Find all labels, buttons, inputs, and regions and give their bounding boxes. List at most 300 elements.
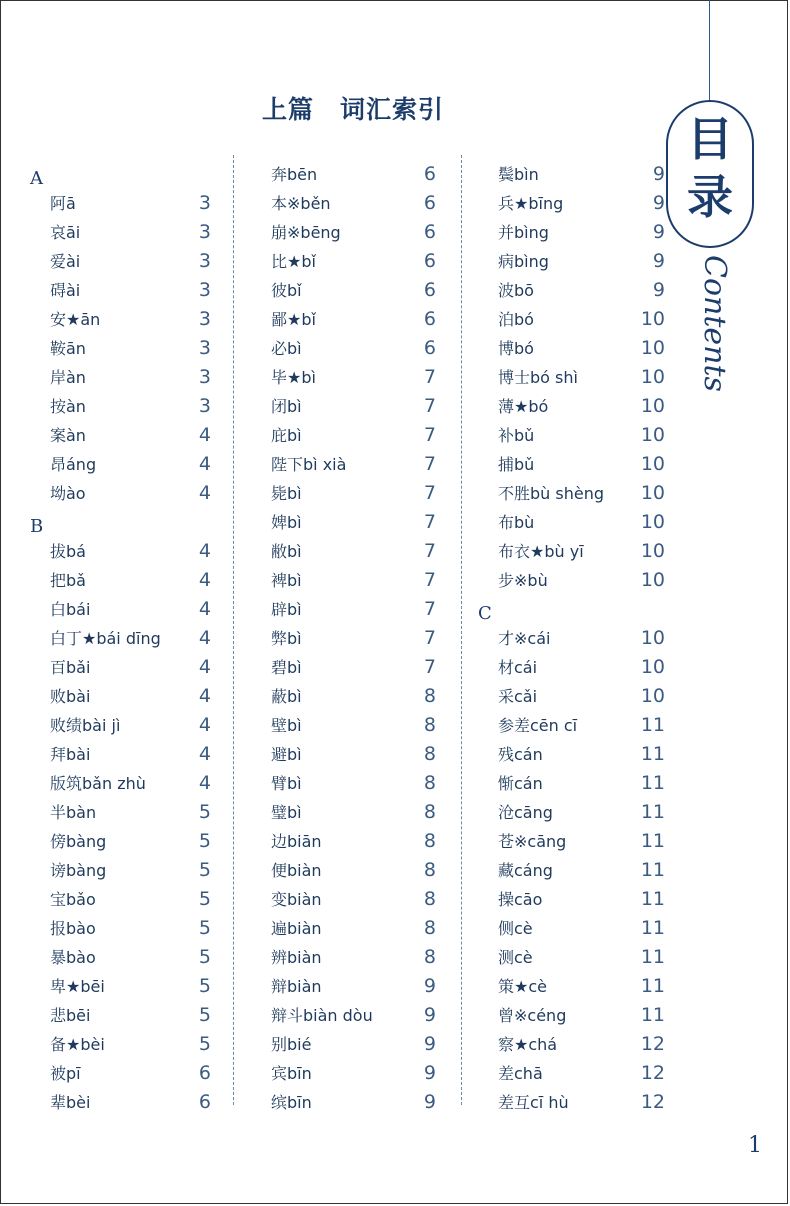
entry-word: 博bó xyxy=(498,339,534,358)
entry-word: 不胜bù shèng xyxy=(498,484,605,503)
entry-word: 暴bào xyxy=(50,948,96,967)
index-entry xyxy=(251,1059,436,1088)
entry-page-number: 10 xyxy=(640,453,665,475)
entry-page-number: 9 xyxy=(423,1062,436,1084)
index-entry xyxy=(478,682,665,711)
index-entry xyxy=(30,711,211,740)
entry-word: 拔bá xyxy=(50,542,86,561)
entry-word: 辩biàn xyxy=(271,977,322,996)
entry-page-number: 7 xyxy=(423,395,436,417)
entry-page-number: 9 xyxy=(652,279,665,301)
entry-word: 必bì xyxy=(271,339,302,358)
index-entry xyxy=(251,856,436,885)
entry-page-number: 10 xyxy=(640,337,665,359)
entry-word: 苍※cāng xyxy=(498,832,567,851)
index-entry xyxy=(251,479,436,508)
entry-page-number: 6 xyxy=(423,337,436,359)
entry-page-number: 7 xyxy=(423,511,436,533)
entry-page-number: 9 xyxy=(423,1033,436,1055)
index-entry xyxy=(251,276,436,305)
index-entry xyxy=(251,189,436,218)
entry-page-number: 8 xyxy=(423,888,436,910)
column-divider xyxy=(233,155,234,1105)
entry-word: 沧cāng xyxy=(498,803,553,822)
entry-page-number: 8 xyxy=(423,685,436,707)
entry-word: 曾※céng xyxy=(498,1006,567,1025)
entry-word: 遍biàn xyxy=(271,919,322,938)
entry-word: 布bù xyxy=(498,513,535,532)
entry-word: 奔bēn xyxy=(271,165,318,184)
index-entry xyxy=(251,682,436,711)
entry-word: 薄★bó xyxy=(498,397,549,416)
index-entry xyxy=(478,653,665,682)
entry-page-number: 7 xyxy=(423,627,436,649)
entry-page-number: 12 xyxy=(640,1091,665,1113)
entry-page-number: 7 xyxy=(423,540,436,562)
index-entry xyxy=(478,218,665,247)
entry-page-number: 11 xyxy=(640,888,665,910)
index-entry xyxy=(251,769,436,798)
index-entry xyxy=(30,247,211,276)
index-entry xyxy=(251,421,436,450)
index-entry xyxy=(30,1059,211,1088)
index-entry xyxy=(30,595,211,624)
index-column-3 xyxy=(478,160,665,1117)
entry-page-number: 11 xyxy=(640,801,665,823)
entry-page-number: 11 xyxy=(640,830,665,852)
entry-word: 卑★bēi xyxy=(50,977,105,996)
entry-word: 别bié xyxy=(271,1035,312,1054)
index-entry xyxy=(251,1030,436,1059)
index-entry xyxy=(478,537,665,566)
entry-word: 才※cái xyxy=(498,629,551,648)
entry-word: 波bō xyxy=(498,281,534,300)
entry-word: 采cǎi xyxy=(498,687,538,706)
entry-page-number: 9 xyxy=(423,1091,436,1113)
entry-page-number: 3 xyxy=(198,337,211,359)
entry-page-number: 7 xyxy=(423,656,436,678)
entry-word: 碍ài xyxy=(50,281,81,300)
entry-page-number: 6 xyxy=(423,250,436,272)
index-entry xyxy=(478,1030,665,1059)
entry-word: 婢bì xyxy=(271,513,302,532)
entry-page-number: 5 xyxy=(198,1004,211,1026)
entry-word: 半bàn xyxy=(50,803,97,822)
entry-page-number: 7 xyxy=(423,366,436,388)
entry-word: 便biàn xyxy=(271,861,322,880)
entry-word: 残cán xyxy=(498,745,543,764)
entry-page-number: 8 xyxy=(423,801,436,823)
index-entry xyxy=(251,624,436,653)
entry-word: 避bì xyxy=(271,745,302,764)
entry-page-number: 5 xyxy=(198,1033,211,1055)
entry-word: 把bǎ xyxy=(50,571,86,590)
entry-word: 宾bīn xyxy=(271,1064,312,1083)
index-entry xyxy=(478,450,665,479)
entry-word: 藏cáng xyxy=(498,861,553,880)
entry-page-number: 4 xyxy=(198,743,211,765)
index-entry xyxy=(30,914,211,943)
entry-page-number: 6 xyxy=(423,308,436,330)
index-entry xyxy=(30,218,211,247)
index-entry xyxy=(251,972,436,1001)
entry-page-number: 7 xyxy=(423,482,436,504)
entry-word: 白bái xyxy=(50,600,91,619)
entry-word: 陛下bì xià xyxy=(271,455,347,474)
entry-word: 辨biàn xyxy=(271,948,322,967)
index-entry xyxy=(478,247,665,276)
index-entry xyxy=(478,856,665,885)
entry-page-number: 10 xyxy=(640,482,665,504)
entry-word: 坳ào xyxy=(50,484,86,503)
index-entry xyxy=(478,914,665,943)
index-entry xyxy=(251,711,436,740)
entry-word: 崩※bēng xyxy=(271,223,341,242)
index-column-2 xyxy=(251,160,436,1117)
entry-word: 测cè xyxy=(498,948,533,967)
index-entry xyxy=(30,1030,211,1059)
index-entry xyxy=(251,392,436,421)
entry-page-number: 4 xyxy=(198,540,211,562)
entry-word: 并bìng xyxy=(498,223,549,242)
entry-page-number: 11 xyxy=(640,859,665,881)
entry-word: 差互cī hù xyxy=(498,1093,569,1112)
entry-page-number: 5 xyxy=(198,801,211,823)
entry-page-number: 6 xyxy=(423,192,436,214)
entry-word: 版筑bǎn zhù xyxy=(50,774,146,793)
index-entry xyxy=(251,218,436,247)
index-entry xyxy=(30,566,211,595)
entry-word: 岸àn xyxy=(50,368,86,387)
index-entry xyxy=(30,1088,211,1117)
entry-word: 边biān xyxy=(271,832,322,851)
index-entry xyxy=(251,305,436,334)
entry-page-number: 10 xyxy=(640,627,665,649)
entry-word: 败绩bài jì xyxy=(50,716,121,735)
entry-page-number: 8 xyxy=(423,917,436,939)
index-entry xyxy=(478,189,665,218)
entry-page-number: 7 xyxy=(423,453,436,475)
index-entry xyxy=(251,508,436,537)
index-entry xyxy=(478,798,665,827)
entry-page-number: 7 xyxy=(423,424,436,446)
index-entry xyxy=(478,566,665,595)
index-entry xyxy=(30,450,211,479)
entry-word: 步※bù xyxy=(498,571,548,590)
entry-word: 璧bì xyxy=(271,803,302,822)
index-entry xyxy=(478,479,665,508)
entry-page-number: 11 xyxy=(640,975,665,997)
entry-page-number: 9 xyxy=(423,1004,436,1026)
entry-word: 拜bài xyxy=(50,745,91,764)
entry-word: 辈bèi xyxy=(50,1093,91,1112)
entry-page-number: 10 xyxy=(640,569,665,591)
index-entry xyxy=(251,943,436,972)
entry-page-number: 4 xyxy=(198,656,211,678)
entry-word: 辟bì xyxy=(271,600,302,619)
entry-word: 报bào xyxy=(50,919,96,938)
entry-page-number: 8 xyxy=(423,830,436,852)
index-entry xyxy=(30,479,211,508)
entry-page-number: 11 xyxy=(640,743,665,765)
entry-word: 案àn xyxy=(50,426,86,445)
entry-page-number: 8 xyxy=(423,946,436,968)
entry-page-number: 5 xyxy=(198,975,211,997)
column-divider xyxy=(461,155,462,1105)
entry-page-number: 7 xyxy=(423,569,436,591)
entry-page-number: 6 xyxy=(198,1062,211,1084)
entry-page-number: 9 xyxy=(652,250,665,272)
index-entry xyxy=(30,537,211,566)
entry-word: 被pī xyxy=(50,1064,81,1083)
entry-page-number: 11 xyxy=(640,946,665,968)
index-entry xyxy=(478,334,665,363)
contents-heading-english: Contents xyxy=(697,255,732,392)
entry-page-number: 6 xyxy=(423,221,436,243)
entry-word: 弊bì xyxy=(271,629,302,648)
entry-page-number: 9 xyxy=(652,221,665,243)
entry-page-number: 10 xyxy=(640,685,665,707)
entry-page-number: 4 xyxy=(198,482,211,504)
entry-page-number: 9 xyxy=(423,975,436,997)
entry-page-number: 6 xyxy=(423,279,436,301)
entry-page-number: 5 xyxy=(198,859,211,881)
entry-word: 侧cè xyxy=(498,919,533,938)
index-entry xyxy=(251,1001,436,1030)
index-entry xyxy=(478,740,665,769)
entry-word: 参差cēn cī xyxy=(498,716,578,735)
entry-word: 闭bì xyxy=(271,397,302,416)
index-entry xyxy=(251,566,436,595)
page-number: 1 xyxy=(748,1133,762,1158)
entry-word: 谤bàng xyxy=(50,861,107,880)
index-entry xyxy=(478,363,665,392)
index-entry xyxy=(30,798,211,827)
entry-page-number: 3 xyxy=(198,308,211,330)
entry-word: 鬓bìn xyxy=(498,165,539,184)
entry-page-number: 5 xyxy=(198,917,211,939)
entry-page-number: 8 xyxy=(423,859,436,881)
index-entry xyxy=(251,334,436,363)
entry-word: 宝bǎo xyxy=(50,890,96,909)
entry-word: 百bǎi xyxy=(50,658,91,677)
entry-page-number: 10 xyxy=(640,366,665,388)
entry-word: 壁bì xyxy=(271,716,302,735)
index-entry xyxy=(478,1001,665,1030)
index-entry xyxy=(30,769,211,798)
entry-word: 庇bì xyxy=(271,426,302,445)
index-entry xyxy=(30,276,211,305)
decorative-line xyxy=(709,0,710,110)
entry-page-number: 7 xyxy=(423,598,436,620)
entry-word: 捕bǔ xyxy=(498,455,535,474)
entry-page-number: 5 xyxy=(198,946,211,968)
entry-page-number: 6 xyxy=(423,163,436,185)
index-entry xyxy=(478,624,665,653)
index-entry xyxy=(30,885,211,914)
entry-page-number: 8 xyxy=(423,743,436,765)
index-entry xyxy=(478,276,665,305)
entry-page-number: 10 xyxy=(640,308,665,330)
entry-word: 毙bì xyxy=(271,484,302,503)
index-entry xyxy=(251,653,436,682)
section-letter: B xyxy=(30,516,44,537)
entry-word: 阿ā xyxy=(50,194,76,213)
entry-page-number: 10 xyxy=(640,395,665,417)
index-entry xyxy=(478,943,665,972)
entry-word: 傍bàng xyxy=(50,832,107,851)
index-entry xyxy=(251,798,436,827)
entry-page-number: 8 xyxy=(423,772,436,794)
entry-word: 差chā xyxy=(498,1064,543,1083)
entry-word: 毕★bì xyxy=(271,368,316,387)
entry-word: 臂bì xyxy=(271,774,302,793)
index-entry xyxy=(251,740,436,769)
entry-word: 蔽bì xyxy=(271,687,302,706)
entry-page-number: 5 xyxy=(198,888,211,910)
entry-word: 安★ān xyxy=(50,310,101,329)
entry-page-number: 10 xyxy=(640,424,665,446)
entry-page-number: 3 xyxy=(198,221,211,243)
entry-page-number: 10 xyxy=(640,656,665,678)
entry-page-number: 6 xyxy=(198,1091,211,1113)
index-entry xyxy=(30,305,211,334)
entry-word: 败bài xyxy=(50,687,91,706)
index-entry xyxy=(30,334,211,363)
index-entry xyxy=(478,160,665,189)
entry-word: 材cái xyxy=(498,658,538,677)
index-entry xyxy=(30,189,211,218)
entry-page-number: 11 xyxy=(640,917,665,939)
entry-page-number: 4 xyxy=(198,772,211,794)
index-entry xyxy=(251,914,436,943)
entry-word: 哀āi xyxy=(50,223,81,242)
entry-page-number: 4 xyxy=(198,453,211,475)
entry-page-number: 8 xyxy=(423,714,436,736)
entry-page-number: 4 xyxy=(198,569,211,591)
index-entry xyxy=(30,972,211,1001)
entry-page-number: 10 xyxy=(640,540,665,562)
index-entry xyxy=(30,363,211,392)
entry-word: 兵★bīng xyxy=(498,194,564,213)
index-entry xyxy=(251,247,436,276)
index-entry xyxy=(30,682,211,711)
index-entry xyxy=(30,827,211,856)
index-entry xyxy=(251,160,436,189)
index-entry xyxy=(478,1088,665,1117)
entry-word: 泊bó xyxy=(498,310,534,329)
entry-page-number: 4 xyxy=(198,424,211,446)
page-title: 上篇 词汇索引 xyxy=(262,95,445,124)
entry-word: 本※běn xyxy=(271,194,331,213)
index-entry xyxy=(30,624,211,653)
entry-word: 变biàn xyxy=(271,890,322,909)
index-entry xyxy=(251,450,436,479)
entry-word: 察★chá xyxy=(498,1035,558,1054)
entry-word: 布衣★bù yī xyxy=(498,542,584,561)
entry-word: 敝bì xyxy=(271,542,302,561)
entry-page-number: 3 xyxy=(198,250,211,272)
index-entry xyxy=(30,1001,211,1030)
entry-word: 裨bì xyxy=(271,571,302,590)
entry-word: 辩斗biàn dòu xyxy=(271,1006,373,1025)
entry-page-number: 3 xyxy=(198,366,211,388)
contents-heading-chinese: 目录 xyxy=(687,112,733,224)
entry-page-number: 11 xyxy=(640,772,665,794)
index-entry xyxy=(251,363,436,392)
entry-word: 白丁★bái dīng xyxy=(50,629,161,648)
index-entry xyxy=(30,740,211,769)
index-entry xyxy=(251,537,436,566)
index-entry xyxy=(478,1059,665,1088)
index-column-1 xyxy=(30,160,211,1117)
entry-page-number: 4 xyxy=(198,714,211,736)
entry-page-number: 11 xyxy=(640,714,665,736)
entry-page-number: 5 xyxy=(198,830,211,852)
entry-word: 比★bǐ xyxy=(271,252,316,271)
index-entry xyxy=(478,305,665,334)
entry-page-number: 12 xyxy=(640,1033,665,1055)
entry-word: 爱ài xyxy=(50,252,81,271)
entry-word: 鞍ān xyxy=(50,339,86,358)
entry-word: 备★bèi xyxy=(50,1035,105,1054)
index-entry xyxy=(251,885,436,914)
entry-page-number: 3 xyxy=(198,192,211,214)
entry-page-number: 10 xyxy=(640,511,665,533)
entry-page-number: 4 xyxy=(198,598,211,620)
entry-page-number: 3 xyxy=(198,279,211,301)
entry-word: 缤bīn xyxy=(271,1093,312,1112)
entry-word: 彼bǐ xyxy=(271,281,302,300)
entry-word: 昂áng xyxy=(50,455,97,474)
entry-word: 策★cè xyxy=(498,977,547,996)
index-entry xyxy=(30,943,211,972)
index-entry xyxy=(478,827,665,856)
index-entry xyxy=(251,827,436,856)
section-letter: A xyxy=(30,168,43,189)
section-letter: C xyxy=(478,603,492,624)
entry-page-number: 3 xyxy=(198,395,211,417)
entry-word: 鄙★bǐ xyxy=(271,310,316,329)
index-entry xyxy=(478,769,665,798)
entry-page-number: 9 xyxy=(652,192,665,214)
index-entry xyxy=(30,421,211,450)
entry-word: 按àn xyxy=(50,397,86,416)
index-entry xyxy=(30,856,211,885)
entry-page-number: 9 xyxy=(652,163,665,185)
index-entry xyxy=(478,711,665,740)
entry-word: 悲bēi xyxy=(50,1006,91,1025)
entry-word: 病bìng xyxy=(498,252,549,271)
entry-word: 碧bì xyxy=(271,658,302,677)
entry-page-number: 11 xyxy=(640,1004,665,1026)
index-entry xyxy=(478,508,665,537)
entry-word: 博士bó shì xyxy=(498,368,578,387)
index-entry xyxy=(478,972,665,1001)
entry-page-number: 4 xyxy=(198,627,211,649)
entry-page-number: 4 xyxy=(198,685,211,707)
entry-word: 操cāo xyxy=(498,890,543,909)
index-entry xyxy=(30,392,211,421)
index-entry xyxy=(478,421,665,450)
entry-word: 补bǔ xyxy=(498,426,535,445)
index-entry xyxy=(251,595,436,624)
index-entry xyxy=(30,653,211,682)
index-entry xyxy=(478,885,665,914)
index-entry xyxy=(251,1088,436,1117)
entry-word: 惭cán xyxy=(498,774,543,793)
index-entry xyxy=(478,392,665,421)
